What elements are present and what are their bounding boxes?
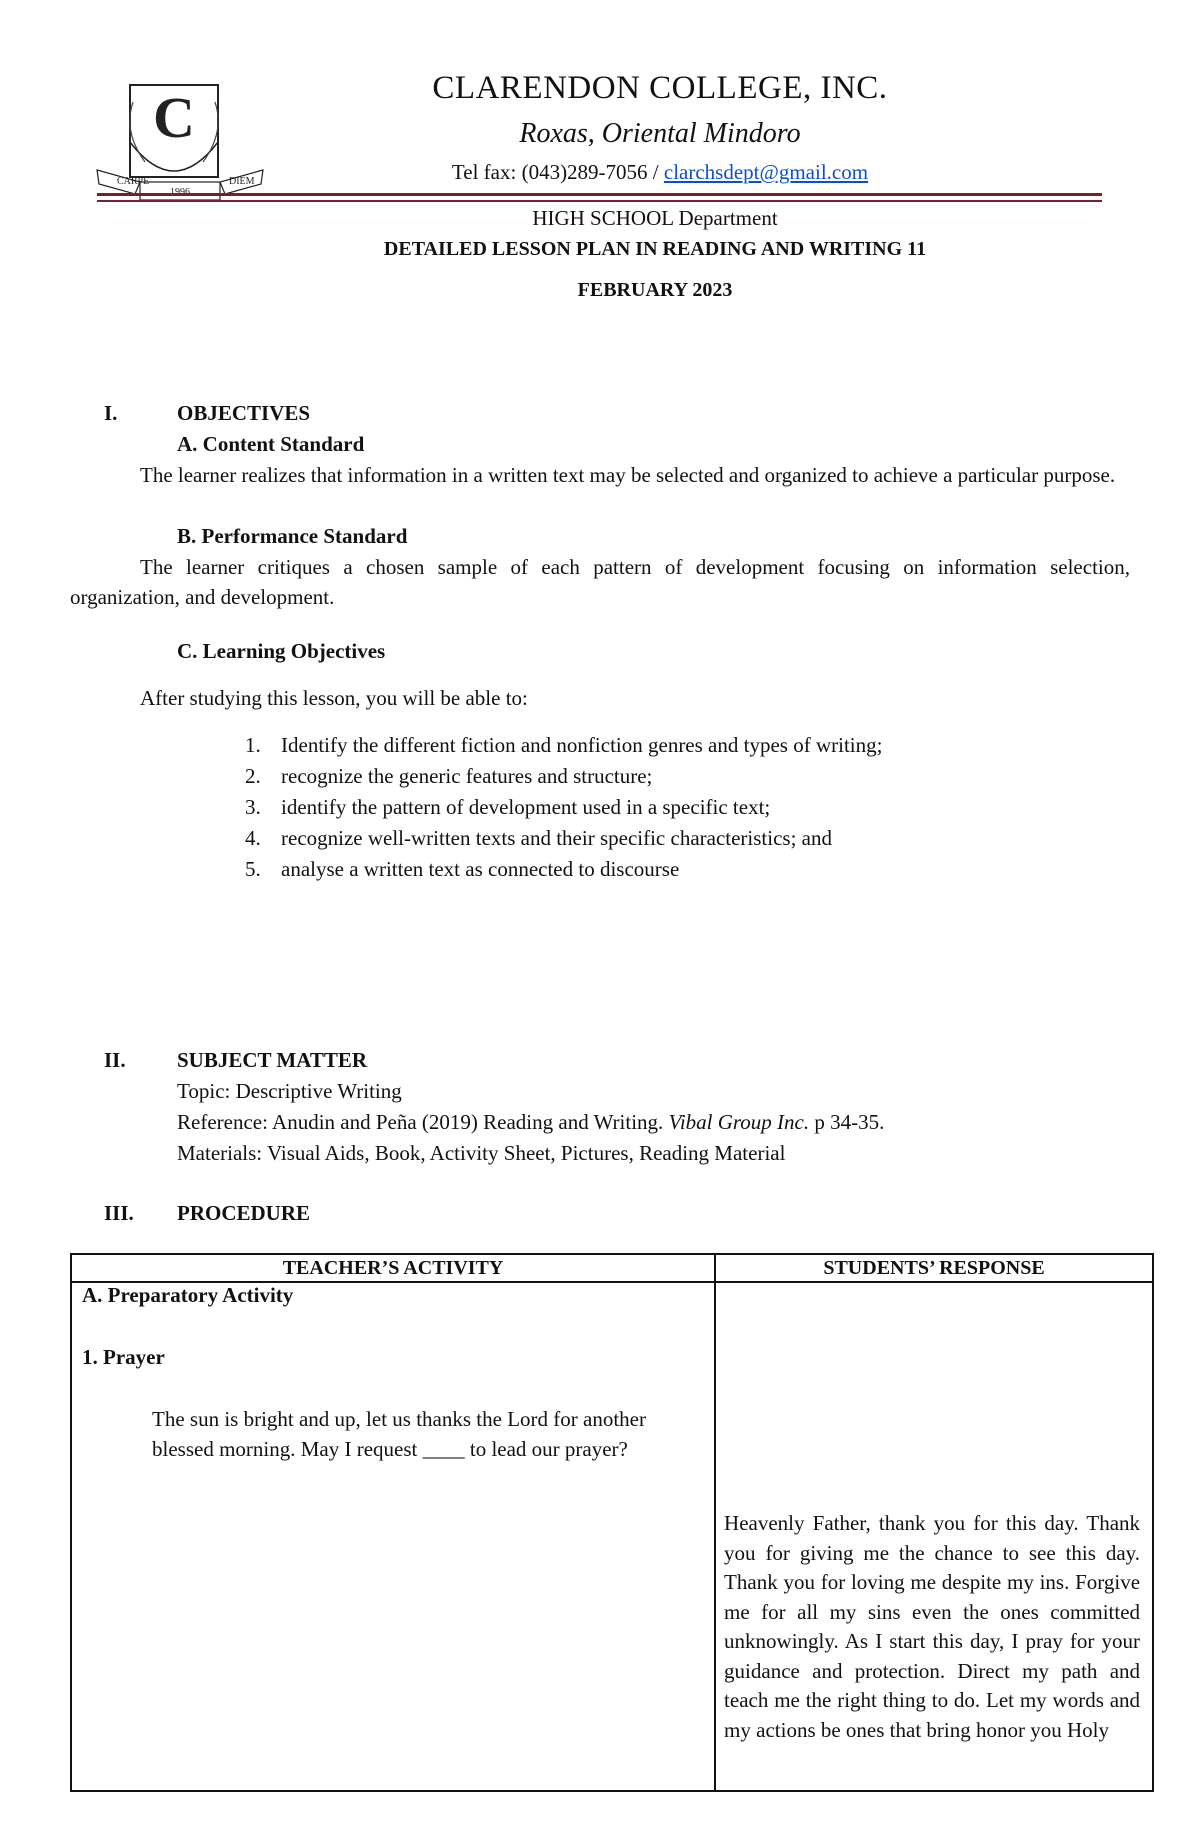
section-heading-subject: SUBJECT MATTER xyxy=(177,1048,368,1072)
student-response-cell xyxy=(715,1282,1153,1791)
header-rule-thick xyxy=(97,193,1102,196)
college-location: Roxas, Oriental Mindoro xyxy=(519,118,801,149)
table-header-row xyxy=(71,1254,1153,1282)
header-rule-thin xyxy=(97,200,1102,202)
content-standard-body: The learner realizes that information in a written text may be selected and organized to achieve a particular purpose. xyxy=(140,463,1116,487)
section-numeral-objectives: I. xyxy=(104,401,118,425)
list-text: analyse a written text as connected to discourse xyxy=(281,857,680,881)
table-row xyxy=(71,1282,1153,1791)
section-heading-procedure: PROCEDURE xyxy=(177,1201,311,1225)
list-item xyxy=(245,730,882,760)
list-number: 4. xyxy=(245,826,261,850)
list-number: 5. xyxy=(245,857,261,881)
procedure-table xyxy=(70,1253,1154,1792)
list-item xyxy=(245,854,679,884)
logo-motto-right: DIEM xyxy=(229,176,255,187)
list-text: identify the pattern of development used in a specific text; xyxy=(281,795,771,819)
reference xyxy=(177,1107,884,1137)
content-standard-text xyxy=(70,460,1130,490)
logo-motto-left: CARPE xyxy=(117,176,150,187)
college-name: CLARENDON COLLEGE, INC. xyxy=(432,70,888,106)
reference-text: Reference: Anudin and Peña (2019) Reading and Writing. xyxy=(177,1110,669,1134)
list-item xyxy=(245,823,832,853)
department: HIGH SCHOOL Department xyxy=(532,206,778,230)
column-header-students: STUDENTS’ RESPONSE xyxy=(715,1254,1153,1282)
section-numeral-subject: II. xyxy=(104,1048,126,1072)
performance-standard-body: The learner critiques a chosen sample of each pattern of development focusing on information selection, organization, and development. xyxy=(70,555,1130,609)
topic: Topic: Descriptive Writing xyxy=(177,1079,402,1103)
reference-publisher: Vibal Group Inc. xyxy=(668,1110,810,1134)
section-numeral-procedure: III. xyxy=(104,1201,134,1225)
email-link[interactable]: clarchsdept@gmail.com xyxy=(663,160,869,184)
teacher-prayer-text: The sun is bright and up, let us thanks the Lord for another blessed morning. May I request ____ to lead our prayer? xyxy=(152,1407,646,1461)
list-item xyxy=(245,761,652,791)
performance-standard-text xyxy=(70,552,1130,612)
lesson-month: FEBRUARY 2023 xyxy=(577,279,733,301)
materials: Materials: Visual Aids, Book, Activity Sheet, Pictures, Reading Material xyxy=(177,1141,786,1165)
teacher-activity-cell xyxy=(71,1282,715,1791)
list-text: recognize the generic features and structure; xyxy=(281,764,653,788)
list-number: 3. xyxy=(245,795,261,819)
section-heading-objectives: OBJECTIVES xyxy=(177,401,311,425)
learning-objectives-intro: After studying this lesson, you will be able to: xyxy=(140,686,528,710)
list-text: recognize well-written texts and their specific characteristics; and xyxy=(281,826,833,850)
column-header-teacher: TEACHER’S ACTIVITY xyxy=(71,1254,715,1282)
list-number: 1. xyxy=(245,733,261,757)
student-prayer-text: Heavenly Father, thank you for this day. Thank you for giving me the chance to see this day. Thank you for loving me despite my ins. Forgive me for all my sins even the ones committed unknowingly. As I start this day, I pray for your guidance and protection. Direct my path and teach me the right thing to do. Let my words and my actions be ones that bring honor you Holy xyxy=(724,1511,1141,1742)
preparatory-activity-label: A. Preparatory Activity xyxy=(82,1283,294,1307)
content-standard-label: A. Content Standard xyxy=(177,432,365,456)
reference-pages: p 34-35. xyxy=(809,1110,885,1134)
tel-fax: Tel fax: (043)289-7056 / xyxy=(451,160,659,184)
contact-line xyxy=(0,160,1200,185)
list-item xyxy=(245,792,770,822)
lesson-plan-title: DETAILED LESSON PLAN IN READING AND WRITING 11 xyxy=(383,238,927,260)
learning-objectives-label: C. Learning Objectives xyxy=(177,639,386,663)
list-number: 2. xyxy=(245,764,261,788)
list-text: Identify the different fiction and nonfiction genres and types of writing; xyxy=(281,733,883,757)
prayer-heading: 1. Prayer xyxy=(82,1345,165,1369)
logo-letter: C xyxy=(153,85,195,150)
performance-standard-label: B. Performance Standard xyxy=(177,524,408,548)
